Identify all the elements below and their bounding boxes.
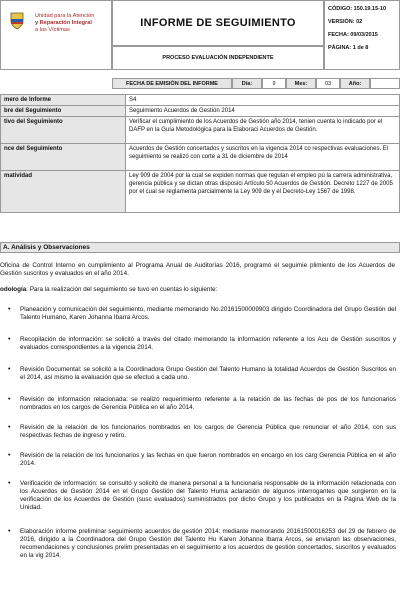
info-row — [1, 95, 400, 106]
bullet-icon: • — [8, 480, 11, 487]
info-key: nce del Seguimiento — [1, 144, 126, 171]
logo-cell — [0, 0, 112, 70]
meta-codigo: CÓDIGO: 150.19.15-10 — [328, 6, 387, 12]
info-key: matividad — [1, 171, 126, 213]
bullet-icon: • — [8, 336, 11, 343]
logo-line-2: y Reparación Integral — [35, 20, 92, 26]
bullet-icon: • — [8, 366, 11, 373]
bullet-label: Verificación de información — [20, 480, 96, 487]
bullet-icon: • — [8, 306, 11, 313]
meta-version: VERSIÓN: 02 — [328, 19, 363, 25]
info-value: Seguimiento Acuerdos de Gestión 2014 — [126, 106, 400, 117]
methodology-label: odología — [0, 286, 27, 293]
agency-logo — [7, 9, 107, 57]
bullet-text: el año 2014, con sus respectivas fechas de ingreso y retiro. — [20, 424, 396, 439]
bullet-text: Gerencia Pública en el año 2014. — [20, 452, 396, 467]
methodology-text: : Para la realización del seguimiento se tuvo en cuentas lo siguiente: — [26, 286, 218, 293]
bullet-icon: • — [8, 528, 11, 535]
info-value: S4 — [126, 95, 400, 106]
day-value: 9 — [262, 78, 286, 89]
coat-of-arms-icon — [9, 11, 25, 31]
logo-line-1: Unidad para la Atención — [35, 13, 95, 19]
info-value: Verificar el cumplimiento de los Acuerdos de Gestión año 2014, tenien cuenta lo indicado por el DAFP en la Guía Metodológica para la Elaboraci Acuerdos de Gestión. — [126, 117, 400, 144]
report-title: INFORME DE SEGUIMIENTO — [140, 17, 296, 29]
month-label: Mes: — [286, 78, 316, 89]
bullet-label: Elaboración informe preliminar seguimiento acuerdos de gestión 2014 — [20, 528, 219, 535]
info-value: Acuerdos de Gestión concertados y suscritos en la vigencia 2014 co respectivas evaluaciones. El seguimiento se realizó con corte a 31 de diciembre de 2014 — [126, 144, 400, 171]
document-meta — [324, 0, 400, 70]
year-value — [370, 78, 400, 89]
meta-fecha: FECHA: 09/03/2015 — [328, 32, 378, 38]
report-info-table — [0, 94, 400, 213]
info-row — [1, 106, 400, 117]
process-cell — [112, 46, 324, 70]
bullet-label: Revisión Documental — [20, 366, 80, 373]
bullet-text: : mediante memorando 20161500016253 del 29 de febrero de 2016, dirigido a la Coordinadora del Grupo Gestión del Talento Hu Karen Johanna Ibarra Arcos, se enviaron las observaciones, recomendaciones y conclusiones prelim presentadas en el seguimiento a los acuerdos de gestión concertados, suscritos y evaluados en la vig 2014. — [20, 528, 396, 559]
info-row — [1, 144, 400, 171]
info-key: tivo del Seguimiento — [1, 117, 126, 144]
bullet-icon: • — [8, 452, 11, 459]
bullet-label: Revisión de información relacionada — [20, 396, 127, 403]
info-value: Ley 909 de 2004 por la cual se expiden normas que regulan el empleo pú la carrera administrativa, gerencia pública y se dictan otras disposici Artículo 50 Acuerdos de Gestión. Decreto 1227 de 2005 por el cual se reglamenta parcialmente la Ley 909 de y el Decreto-Ley 1567 de 1998. — [126, 171, 400, 213]
process-name: PROCESO EVALUACIÓN INDEPENDIENTE — [162, 55, 274, 61]
section-title: A. Análisis y Observaciones — [0, 242, 400, 253]
emission-date-row — [112, 78, 400, 89]
bullet-label: Revisión de la relación de los funcionarios y las fechas en que fueron nombrados en encargo en los carg — [20, 452, 318, 459]
meta-pagina: PÁGINA: 1 de 8 — [328, 45, 369, 51]
info-row — [1, 117, 400, 144]
bullet-text: : se solicitó a través del citado memorando la información referente a los Acu de Gestión suscritos y evaluados correspondientes a la vigencia 2014. — [20, 336, 397, 351]
logo-line-3: a las Víctimas — [35, 27, 70, 33]
bullet-label: Recopilación de información — [20, 336, 102, 343]
title-cell — [112, 0, 324, 46]
bullet-text: : se consultó y solicitó de manera personal a la funcionaria responsable de la información relacionada con los Acuerdos de Gestión 2014 en el Grupo Gestión del Talento Huma aclaración de algunos interrogantes que surgieron en la verificación de los Acuerdos de Gestión (susc evaluados) suministrados por dicho Grupo y los publicados en la Página Web de la Unidad. — [20, 480, 396, 511]
info-key: mero de Informe — [1, 95, 126, 106]
logo-text — [35, 13, 111, 34]
report-header — [0, 0, 400, 70]
bullet-icon: • — [8, 396, 11, 403]
bullet-icon: • — [8, 424, 11, 431]
methodology-paragraph — [0, 286, 395, 294]
intro-paragraph: Oficina de Control Interno en cumplimiento al Programa Anual de Auditorías 2016, programó el seguimie plimiento de los Acuerdos de Gestión suscritos y evaluados en el año 2014. — [0, 262, 395, 277]
month-value: 03 — [316, 78, 340, 89]
emission-label: FECHA DE EMISIÓN DEL INFORME — [112, 78, 232, 89]
bullet-label: Planeación y comunicación del seguimiento — [20, 306, 144, 313]
day-label: Día: — [232, 78, 262, 89]
bullet-text: : se solicitó a la Coordinadora Grupo Gestión del Talento Humano la totalidad Acuerdos de Gestión Suscritos en el 2014, así mismo la evaluación que se efectuó a cada uno. — [20, 366, 396, 381]
year-label: Año: — [340, 78, 370, 89]
bullet-label: Revisión de la relación de los funcionarios nombrados en los cargos de Gerencia Pública que renunciar — [20, 424, 330, 431]
info-key: bre del Seguimiento — [1, 106, 126, 117]
bullet-text: , mediante memorando No.20161500009903 dirigido Coordinadora del Grupo Gestión del Talento Humano, Karen Johanna Ibarra Arcos. — [20, 306, 396, 321]
info-row — [1, 171, 400, 213]
bullet-text: : se realizó requerimiento referente a la relación de las fechas de pos de los funcionarios nombrados en los cargos de Gerencia Pública en el año 2014. — [20, 396, 396, 411]
